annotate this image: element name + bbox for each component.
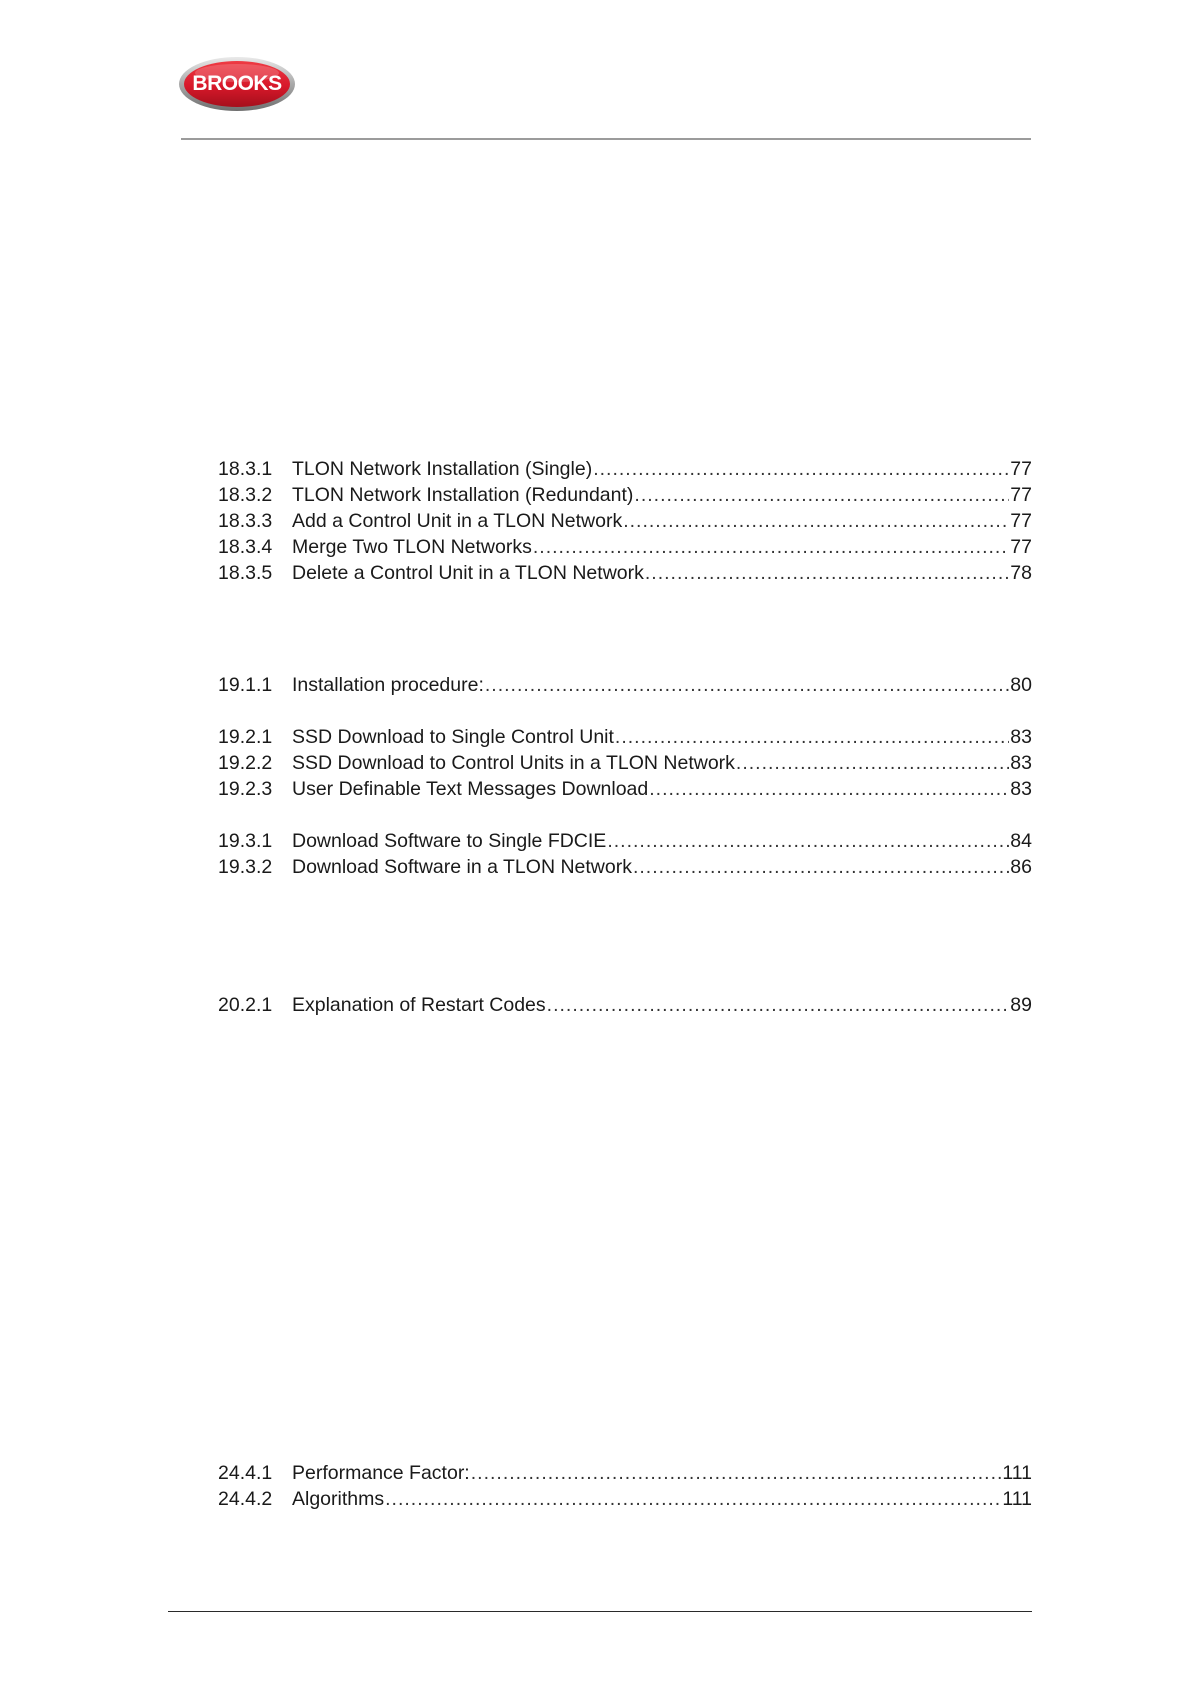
toc-section-title: TLON Network Installation (Single) xyxy=(292,458,593,480)
toc-entry[interactable] xyxy=(218,856,1032,882)
toc-section-title: User Definable Text Messages Download xyxy=(292,778,649,800)
toc-section-title: Merge Two TLON Networks xyxy=(292,536,532,558)
toc-page-number: 84 xyxy=(1010,830,1032,852)
toc-section-number: 19.2.3 xyxy=(218,778,273,800)
toc-dot-leader xyxy=(533,536,1009,559)
toc-section-number: 20.2.1 xyxy=(218,994,273,1016)
toc-entry[interactable] xyxy=(218,536,1032,562)
toc-dot-leader xyxy=(649,778,1009,801)
toc-dot-leader xyxy=(593,458,1009,481)
toc-dot-leader xyxy=(615,726,1009,749)
toc-section-number: 19.1.1 xyxy=(218,674,273,696)
toc-dot-leader xyxy=(471,1462,1002,1485)
toc-entry[interactable] xyxy=(218,458,1032,484)
toc-section-number: 24.4.1 xyxy=(218,1462,273,1484)
toc-page-number: 111 xyxy=(1002,1488,1032,1510)
toc-section-number: 19.3.2 xyxy=(218,856,273,878)
toc-section-title: SSD Download to Single Control Unit xyxy=(292,726,614,748)
toc-page-number: 77 xyxy=(1010,484,1032,506)
toc-section-title: Algorithms xyxy=(292,1488,385,1510)
brooks-logo xyxy=(178,56,296,112)
toc-dot-leader xyxy=(645,562,1009,585)
toc-page-number: 111 xyxy=(1002,1462,1032,1484)
toc-dot-leader xyxy=(623,510,1009,533)
toc-section-number: 24.4.2 xyxy=(218,1488,273,1510)
toc-dot-leader xyxy=(736,752,1009,775)
toc-entry[interactable] xyxy=(218,484,1032,510)
toc-section-number: 19.2.1 xyxy=(218,726,273,748)
toc-page-number: 86 xyxy=(1010,856,1032,878)
toc-dot-leader xyxy=(633,856,1009,879)
toc-section-title: Installation procedure: xyxy=(292,674,484,696)
toc-page-number: 77 xyxy=(1010,458,1032,480)
toc-entry[interactable] xyxy=(218,726,1032,752)
toc-dot-leader xyxy=(547,994,1010,1017)
toc-entry[interactable] xyxy=(218,778,1032,804)
toc-section-title: Performance Factor: xyxy=(292,1462,470,1484)
toc-entry[interactable] xyxy=(218,1462,1032,1488)
toc-section-number: 19.3.1 xyxy=(218,830,273,852)
toc-page-number: 89 xyxy=(1010,994,1032,1016)
toc-section-number: 18.3.2 xyxy=(218,484,273,506)
toc-entry[interactable] xyxy=(218,830,1032,856)
toc-section-number: 18.3.1 xyxy=(218,458,273,480)
toc-entry[interactable] xyxy=(218,510,1032,536)
toc-page-number: 77 xyxy=(1010,510,1032,532)
toc-entry[interactable] xyxy=(218,752,1032,778)
toc-section-title: Add a Control Unit in a TLON Network xyxy=(292,510,623,532)
toc-section-number: 18.3.4 xyxy=(218,536,273,558)
toc-entry[interactable] xyxy=(218,562,1032,588)
toc-page-number: 83 xyxy=(1010,778,1032,800)
logo-text: BROOKS xyxy=(192,72,282,95)
toc-section-number: 19.2.2 xyxy=(218,752,273,774)
toc-page-number: 83 xyxy=(1010,726,1032,748)
header-divider xyxy=(181,138,1031,140)
toc-section-title: SSD Download to Control Units in a TLON Network xyxy=(292,752,735,774)
toc-dot-leader xyxy=(607,830,1009,853)
toc-section-number: 18.3.3 xyxy=(218,510,273,532)
toc-page-number: 83 xyxy=(1010,752,1032,774)
toc-dot-leader xyxy=(385,1488,1001,1511)
toc-section-title: Delete a Control Unit in a TLON Network xyxy=(292,562,644,584)
toc-entry[interactable] xyxy=(218,674,1032,700)
toc-entry[interactable] xyxy=(218,994,1032,1020)
toc-section-title: TLON Network Installation (Redundant) xyxy=(292,484,634,506)
toc-dot-leader xyxy=(634,484,1009,507)
toc-section-number: 18.3.5 xyxy=(218,562,273,584)
footer-divider xyxy=(168,1611,1032,1612)
toc-page-number: 78 xyxy=(1010,562,1032,584)
toc-page-number: 77 xyxy=(1010,536,1032,558)
toc-section-title: Download Software in a TLON Network xyxy=(292,856,632,878)
toc-section-title: Download Software to Single FDCIE xyxy=(292,830,607,852)
toc-section-title: Explanation of Restart Codes xyxy=(292,994,546,1016)
toc-page-number: 80 xyxy=(1010,674,1032,696)
toc-dot-leader xyxy=(485,674,1009,697)
toc-entry[interactable] xyxy=(218,1488,1032,1514)
